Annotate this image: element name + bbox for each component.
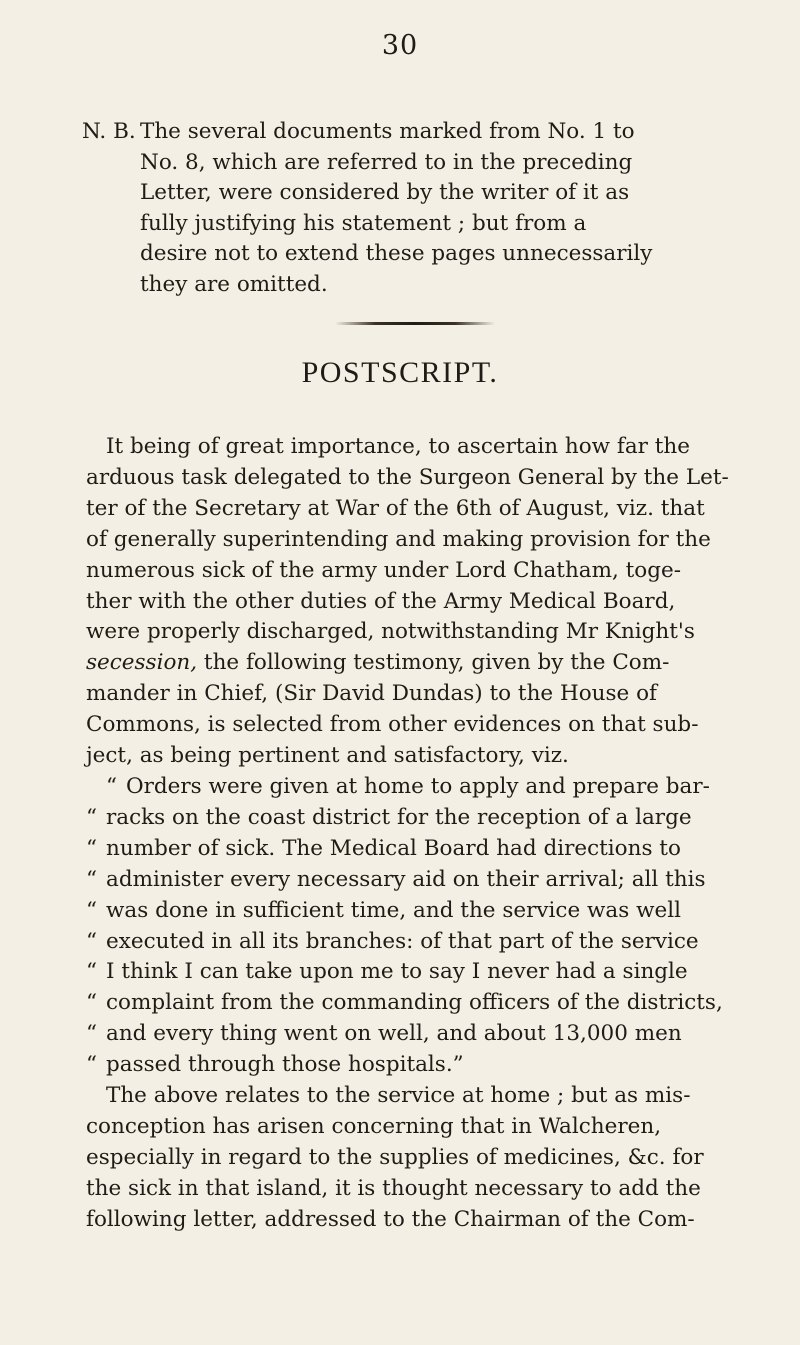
quote-line xyxy=(86,957,736,988)
quote-line xyxy=(86,1050,736,1081)
quote-mark: “ xyxy=(86,928,97,954)
quote-text: racks on the coast district for the reception of a large xyxy=(106,804,692,830)
paragraph-line: were properly discharged, notwithstanding Mr Knight's xyxy=(86,619,695,645)
paragraph-line xyxy=(86,648,736,679)
quote-text: administer every necessary aid on their arrival; all this xyxy=(106,866,706,892)
quote-mark: “ xyxy=(106,773,117,799)
paragraph-line: ther with the other duties of the Army Medical Board, xyxy=(86,588,676,614)
quote-mark: “ xyxy=(86,897,97,923)
nb-line: they are omitted. xyxy=(140,271,328,297)
paragraph-line: The above relates to the service at home ; but as mis- xyxy=(106,1083,691,1109)
paragraph-line: the sick in that island, it is thought necessary to add the xyxy=(86,1175,701,1201)
italic-word: secession, xyxy=(86,650,198,676)
quote-line xyxy=(86,834,736,865)
quote-line xyxy=(86,1019,736,1050)
quote-line xyxy=(86,865,736,896)
paragraph-line: especially in regard to the supplies of medicines, &c. for xyxy=(86,1144,704,1170)
quote-line xyxy=(86,896,736,927)
quote-text: I think I can take upon me to say I never had a single xyxy=(106,959,688,985)
paragraph-line: of generally superintending and making provision for the xyxy=(86,526,711,552)
paragraph-line-rest: the following testimony, given by the Com- xyxy=(197,650,670,676)
postscript-body xyxy=(86,432,736,1236)
paragraph-line: It being of great importance, to ascertain how far the xyxy=(106,434,691,459)
quote-text: executed in all its branches: of that part of the service xyxy=(106,928,699,954)
quote-mark: “ xyxy=(86,1052,97,1078)
quote-line xyxy=(86,927,736,958)
paragraph-line: Commons, is selected from other evidences on that sub- xyxy=(86,712,699,738)
nb-line: desire not to extend these pages unnecessarily xyxy=(140,241,653,266)
section-divider xyxy=(335,322,495,325)
nb-line: fully justifying his statement ; but from a xyxy=(140,210,587,236)
quote-line xyxy=(86,988,736,1019)
quote-text: was done in sufficient time, and the service was well xyxy=(106,897,681,923)
nb-text: The several documents marked from No. 1 to xyxy=(140,119,635,144)
quote-line xyxy=(86,803,736,834)
paragraph-line: ter of the Secretary at War of the 6th of August, viz. that xyxy=(86,495,705,521)
quote-mark: “ xyxy=(86,866,97,892)
quote-mark: “ xyxy=(86,1021,97,1047)
quote-text: complaint from the commanding officers of the districts, xyxy=(106,990,723,1016)
quote-line xyxy=(86,772,736,803)
paragraph-line: arduous task delegated to the Surgeon General by the Let- xyxy=(86,464,729,490)
quote-text: Orders were given at home to apply and prepare bar- xyxy=(126,773,710,799)
paragraph-line: mander in Chief, (Sir David Dundas) to the House of xyxy=(86,681,658,707)
nb-label: N. B. xyxy=(82,119,136,144)
paragraph-line: ject, as being pertinent and satisfactory, viz. xyxy=(86,743,569,769)
quote-text: and every thing went on well, and about 13,000 men xyxy=(106,1021,682,1047)
quote-mark: “ xyxy=(86,804,97,830)
quote-text: number of sick. The Medical Board had directions to xyxy=(106,835,681,861)
paragraph-line: conception has arisen concerning that in Walcheren, xyxy=(86,1113,662,1139)
quote-mark: “ xyxy=(86,990,97,1016)
nota-bene xyxy=(82,117,722,300)
quote-mark: “ xyxy=(86,835,97,861)
page-number: 30 xyxy=(381,30,419,61)
quote-mark: “ xyxy=(86,959,97,985)
quote-text: passed through those hospitals.” xyxy=(106,1052,464,1078)
paragraph-line: numerous sick of the army under Lord Chatham, toge- xyxy=(86,557,681,583)
nb-line: Letter, were considered by the writer of it as xyxy=(140,180,630,205)
paragraph-line: following letter, addressed to the Chairman of the Com- xyxy=(86,1206,695,1232)
nb-line: No. 8, which are referred to in the preceding xyxy=(140,149,633,175)
nb-line-1 xyxy=(82,117,722,148)
postscript-heading: POSTSCRIPT. xyxy=(301,356,499,389)
